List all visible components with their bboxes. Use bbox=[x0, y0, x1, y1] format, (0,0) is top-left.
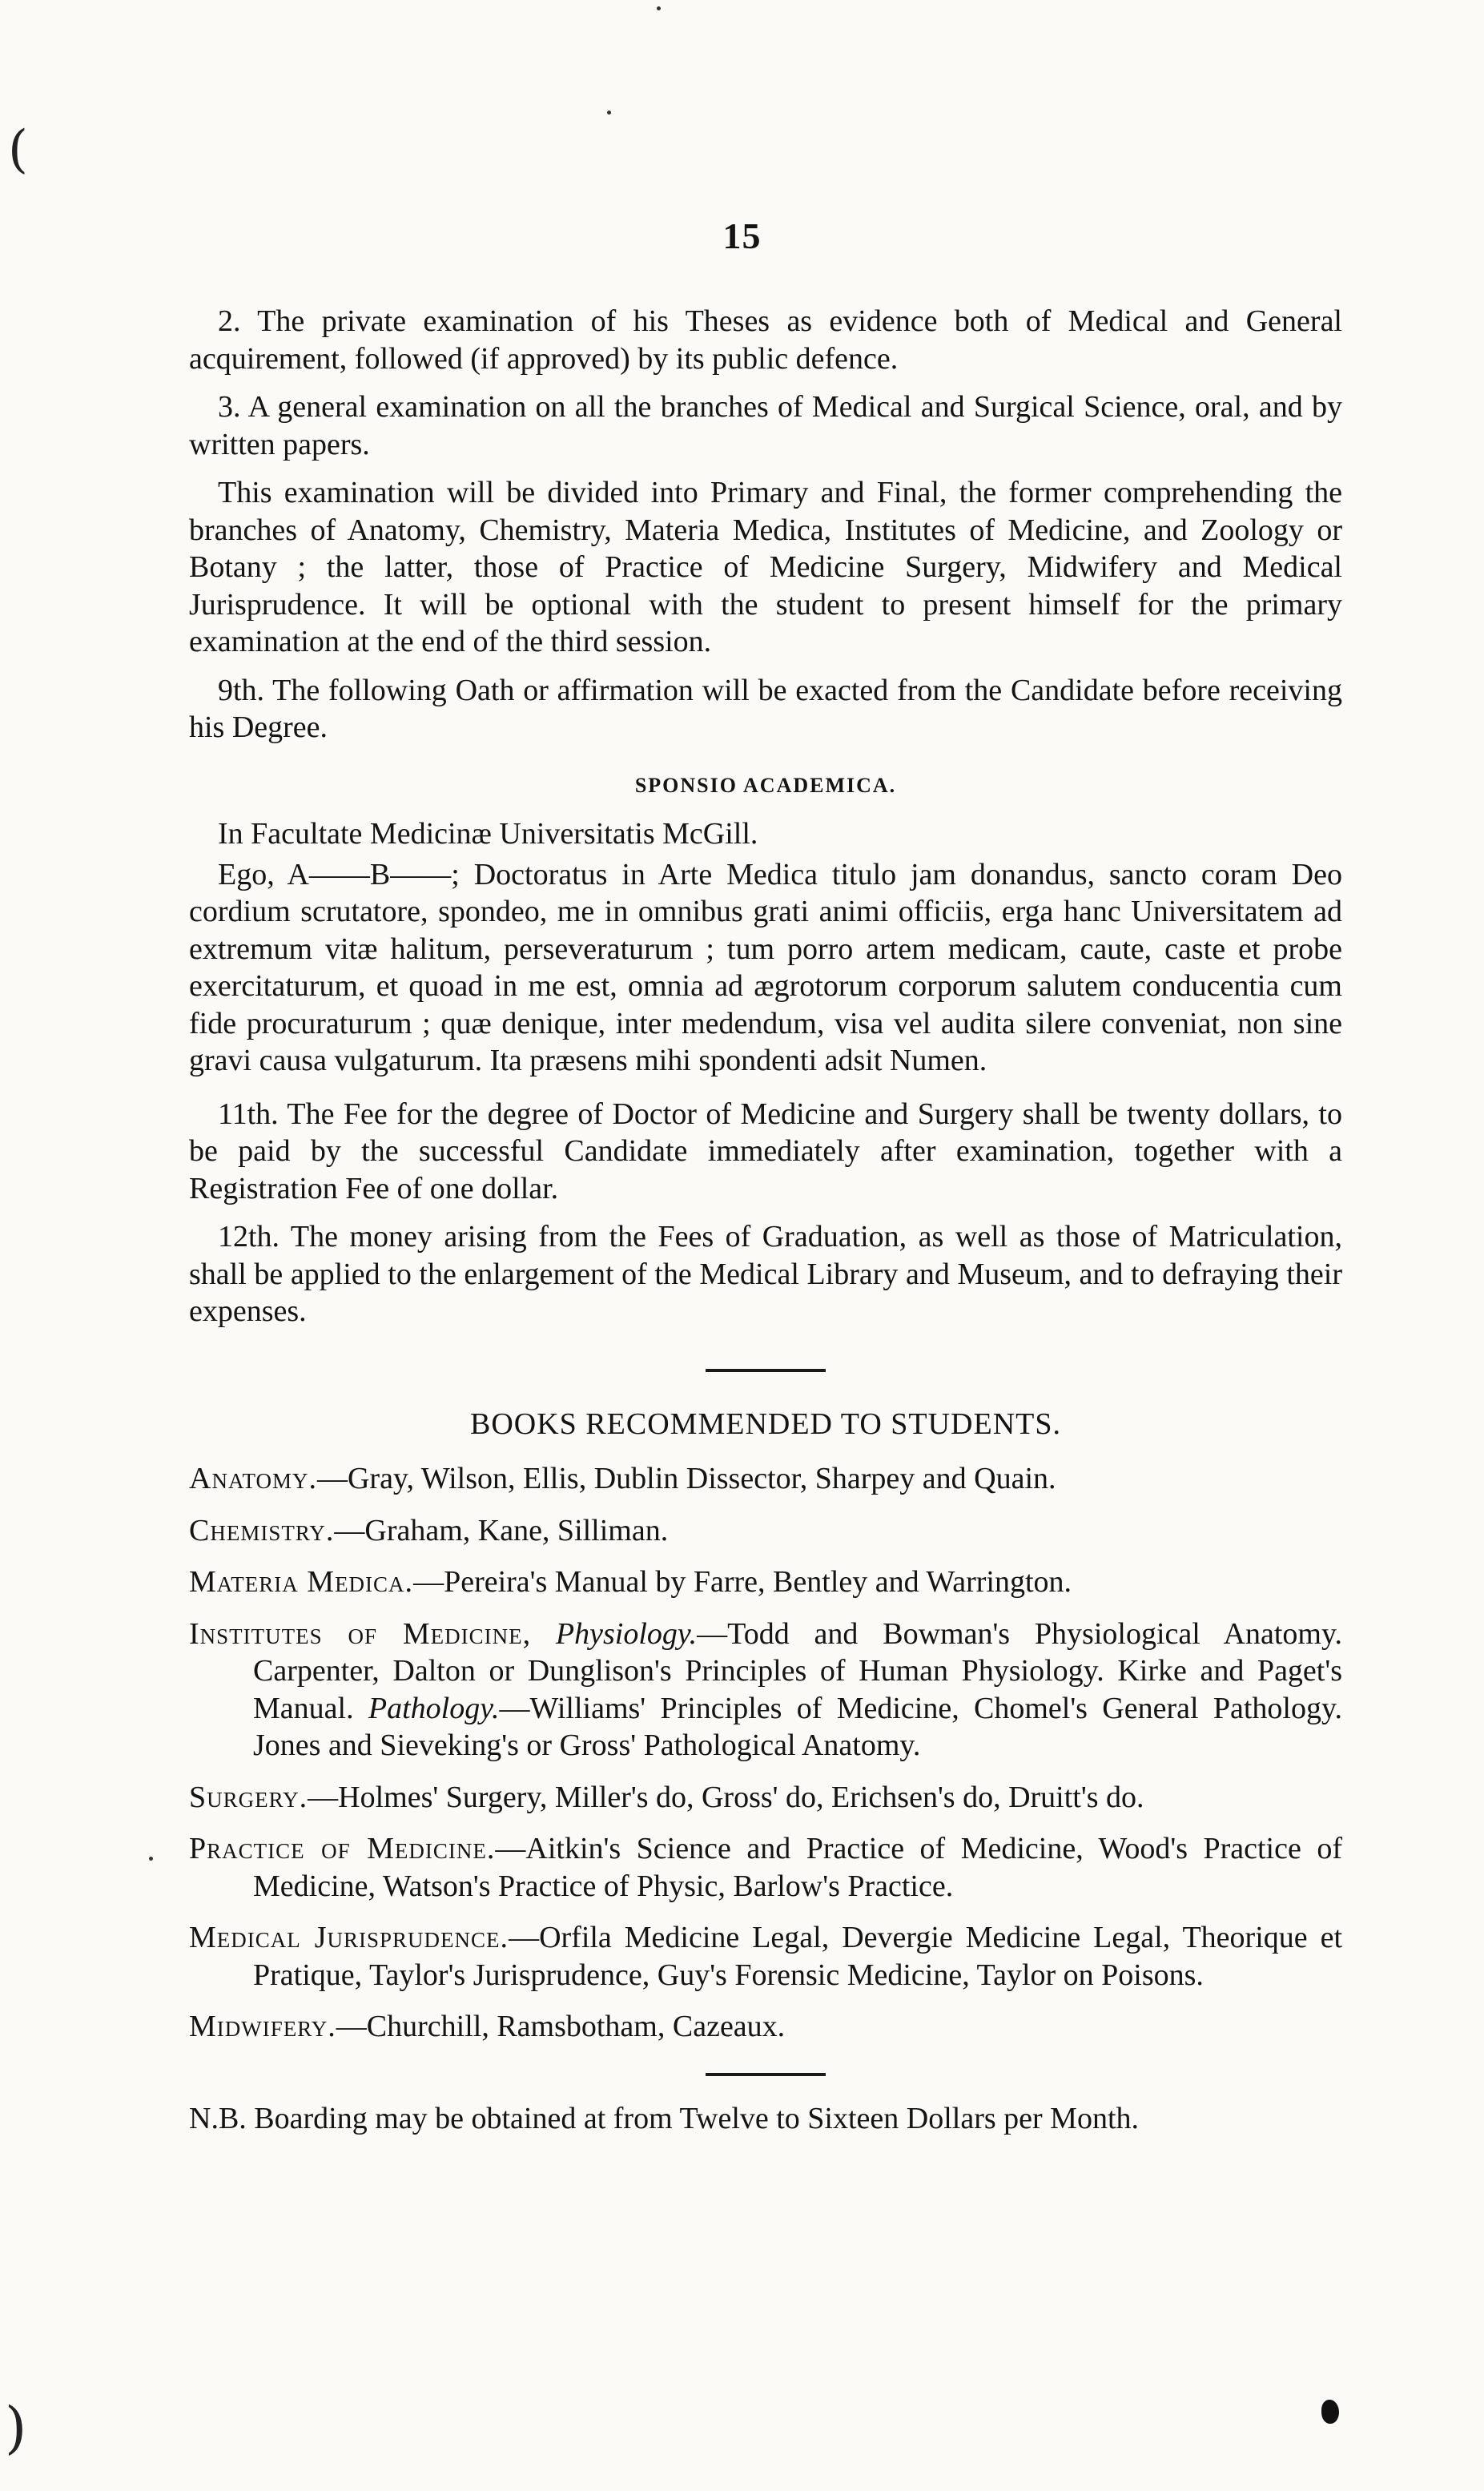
book-text: —Pereira's Manual by Farre, Bentley and Warrington. bbox=[413, 1565, 1072, 1599]
page-number: 15 bbox=[722, 215, 762, 256]
book-label: Anatomy. bbox=[189, 1462, 317, 1495]
paragraph-oath-intro: 9th. The following Oath or affirmation will be exacted from the Candidate before receiving his Degree. bbox=[189, 673, 1342, 744]
book-label: Chemistry. bbox=[189, 1513, 335, 1547]
ink-blot bbox=[1321, 2400, 1339, 2424]
book-text: —Aitkin's Science and Practice of Medicine, Wood's Practice of Medicine, Watson's Practice of Physic, Barlow's Practice. bbox=[253, 1832, 1343, 1903]
book-entry-anatomy bbox=[189, 1460, 1342, 1498]
book-label: Materia Medica. bbox=[189, 1565, 414, 1599]
book-entry-practice bbox=[189, 1830, 1342, 1905]
paragraph-general-exam: 3. A general examination on all the branches of Medical and Surgical Science, oral, and by written papers. bbox=[189, 390, 1342, 461]
speck-left bbox=[149, 1857, 153, 1861]
sponsio-heading: SPONSIO ACADEMICA. bbox=[634, 773, 897, 797]
oath-line-1: In Facultate Medicinæ Universitatis McGill. bbox=[218, 817, 758, 851]
book-text: —Gray, Wilson, Ellis, Dublin Dissector, Sharpey and Quain. bbox=[316, 1462, 1056, 1495]
book-label: Institutes of Medicine, bbox=[189, 1616, 532, 1651]
paragraph-exam-division: This examination will be divided into Primary and Final, the former comprehending the branches of Anatomy, Chemistry, Materia Medica, Institutes of Medicine, and Zoology or Botany ; the latter, those of Practice of Medicine Surgery, Midwifery and Medical Jurisprudence. It will be optional with the student to present himself for the primary examination at the end of the third session. bbox=[189, 476, 1342, 658]
book-text: —Holmes' Surgery, Miller's do, Gross' do, Erichsen's do, Druitt's do. bbox=[308, 1780, 1144, 1814]
book-label: Medical Jurisprudence. bbox=[189, 1921, 509, 1954]
book-text: —Todd and Bowman's Physiological Anatomy. Carpenter, Dalton or Dunglison's Principles of Human Physiology. Kirke and Paget's Manual. bbox=[253, 1616, 1342, 1725]
margin-bracket-bottom: ) bbox=[5, 2395, 27, 2461]
book-text: —Graham, Kane, Silliman. bbox=[334, 1513, 669, 1547]
boarding-note: N.B. Boarding may be obtained at from Twelve to Sixteen Dollars per Month. bbox=[189, 2101, 1140, 2135]
margin-bracket-top: ( bbox=[8, 120, 28, 179]
paragraph-fee: 11th. The Fee for the degree of Doctor of Medicine and Surgery shall be twenty dollars, to be paid by the successful Candidate immediately after examination, together with a Registration Fee of one dollar. bbox=[189, 1097, 1342, 1205]
book-entry-jurisprudence bbox=[189, 1919, 1342, 1994]
book-entry-surgery bbox=[189, 1779, 1342, 1817]
paragraph-theses: 2. The private examination of his Theses as evidence both of Medical and General acquirement, followed (if approved) by its public defence. bbox=[189, 304, 1342, 376]
book-italic-physiology: Physiology. bbox=[555, 1616, 698, 1651]
book-text: —Williams' Principles of Medicine, Chomel's General Pathology. Jones and Sieveking's or Gross' Pathological Anatomy. bbox=[253, 1691, 1342, 1762]
book-label: Surgery. bbox=[189, 1780, 308, 1814]
section-divider-2 bbox=[706, 2073, 826, 2076]
book-label: Midwifery. bbox=[189, 2010, 336, 2043]
book-italic-pathology: Pathology. bbox=[368, 1691, 500, 1725]
books-title: BOOKS RECOMMENDED TO STUDENTS. bbox=[470, 1406, 1061, 1441]
book-text: —Churchill, Ramsbotham, Cazeaux. bbox=[336, 2010, 786, 2043]
speck-top bbox=[657, 6, 661, 10]
book-entry-chemistry bbox=[189, 1512, 1342, 1550]
book-entry-institutes bbox=[189, 1616, 1342, 1765]
book-entry-materia-medica bbox=[189, 1563, 1342, 1601]
book-label: Practice of Medicine. bbox=[189, 1832, 496, 1865]
oath-text: Ego, A——B——; Doctoratus in Arte Medica titulo jam donandus, sancto coram Deo cordium scrutatore, spondeo, me in omnibus grati animi officiis, erga hanc Universitatem ad extremum vitæ halitum, perseveraturum ; tum porro artem medicam, caute, caste et probe exercitaturum, et quoad in me est, omnia ad ægrotorum corporum salutem conducentia cum fide procuraturum ; quæ denique, inter medendum, visa vel audita silere conveniat, non sine gravi causa vulgaturum. Ita præsens mihi spondenti adsit Numen. bbox=[189, 857, 1342, 1077]
section-divider bbox=[706, 1369, 826, 1372]
book-entry-midwifery bbox=[189, 2008, 1342, 2046]
speck-upper bbox=[607, 111, 611, 115]
book-text: —Orfila Medicine Legal, Devergie Medicine Legal, Theorique et Pratique, Taylor's Jurisprudence, Guy's Forensic Medicine, Taylor on Poisons. bbox=[253, 1921, 1343, 1992]
paragraph-money: 12th. The money arising from the Fees of Graduation, as well as those of Matriculation, shall be applied to the enlargement of the Medical Library and Museum, and to defraying their expenses. bbox=[189, 1220, 1342, 1328]
page-body bbox=[189, 303, 1342, 2151]
